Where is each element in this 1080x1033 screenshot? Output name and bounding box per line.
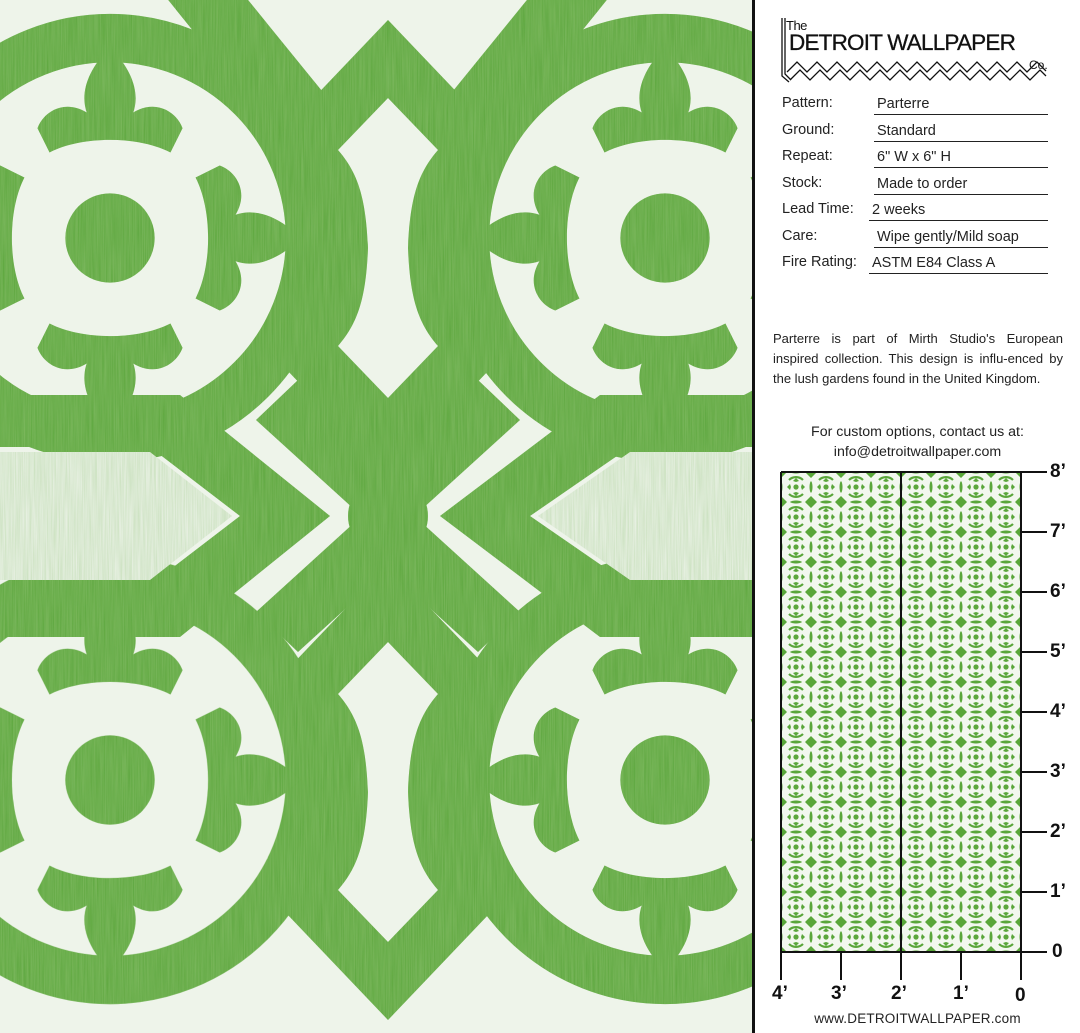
tick-1ft-horizontal: 1’ bbox=[953, 983, 969, 1004]
tick-0ft-vertical: 0 bbox=[1052, 941, 1063, 962]
tick-2ft: 2’ bbox=[1050, 821, 1066, 842]
spec-label: Pattern: bbox=[782, 95, 833, 111]
info-panel bbox=[755, 0, 1080, 1033]
spec-table bbox=[782, 95, 1052, 281]
contact-block bbox=[755, 422, 1080, 462]
wall-scale-diagram bbox=[755, 460, 1080, 980]
brand-the: The bbox=[786, 18, 807, 33]
tick-5ft: 5’ bbox=[1050, 641, 1066, 662]
tick-4ft: 4’ bbox=[1050, 701, 1066, 722]
spec-row-pattern bbox=[782, 95, 1052, 122]
tick-4ft-horizontal: 4’ bbox=[772, 983, 788, 1004]
spec-row-lead-time bbox=[782, 201, 1052, 228]
spec-value: 2 weeks bbox=[869, 201, 1048, 221]
spec-label: Lead Time: bbox=[782, 201, 854, 217]
spec-row-repeat bbox=[782, 148, 1052, 175]
spec-value: 6" W x 6" H bbox=[874, 148, 1048, 168]
spec-label: Care: bbox=[782, 227, 818, 244]
spec-value: Parterre bbox=[874, 95, 1048, 115]
tick-0ft-horizontal: 0 bbox=[1015, 985, 1026, 1006]
tick-6ft: 6’ bbox=[1050, 581, 1066, 602]
tick-2ft-horizontal: 2’ bbox=[891, 983, 907, 1004]
spec-value: Wipe gently/Mild soap bbox=[874, 228, 1048, 248]
contact-line: For custom options, contact us at: bbox=[811, 424, 1024, 440]
tick-3ft: 3’ bbox=[1050, 761, 1066, 782]
spec-value: Standard bbox=[874, 122, 1048, 142]
spec-row-ground bbox=[782, 122, 1052, 149]
spec-label: Repeat: bbox=[782, 148, 833, 164]
brand-logo bbox=[778, 14, 1068, 84]
spec-row-care bbox=[782, 228, 1052, 255]
brand-name: DETROIT WALLPAPER bbox=[789, 30, 1016, 55]
spec-value: ASTM E84 Class A bbox=[869, 254, 1048, 274]
scale-diagram bbox=[755, 460, 1080, 1033]
tick-3ft-horizontal: 3’ bbox=[831, 983, 847, 1004]
tick-7ft: 7’ bbox=[1050, 521, 1066, 542]
pattern-description: Parterre is part of Mirth Studio's European inspired collection. This design is influ-enced by the lush gardens found in the United Kingdom. bbox=[773, 331, 1063, 386]
spec-row-stock bbox=[782, 175, 1052, 202]
website-link[interactable]: www.DETROITWALLPAPER.com bbox=[814, 1011, 1021, 1026]
brand-co: Co. bbox=[1029, 58, 1048, 72]
contact-email[interactable]: info@detroitwallpaper.com bbox=[833, 444, 1002, 460]
spec-label: Fire Rating: bbox=[782, 254, 857, 270]
spec-label: Ground: bbox=[782, 121, 835, 138]
tick-8ft: 8’ bbox=[1050, 461, 1066, 482]
tick-1ft: 1’ bbox=[1050, 881, 1066, 902]
spec-row-fire-rating bbox=[782, 254, 1052, 281]
spec-label: Stock: bbox=[782, 174, 823, 191]
spec-value: Made to order bbox=[874, 175, 1048, 195]
